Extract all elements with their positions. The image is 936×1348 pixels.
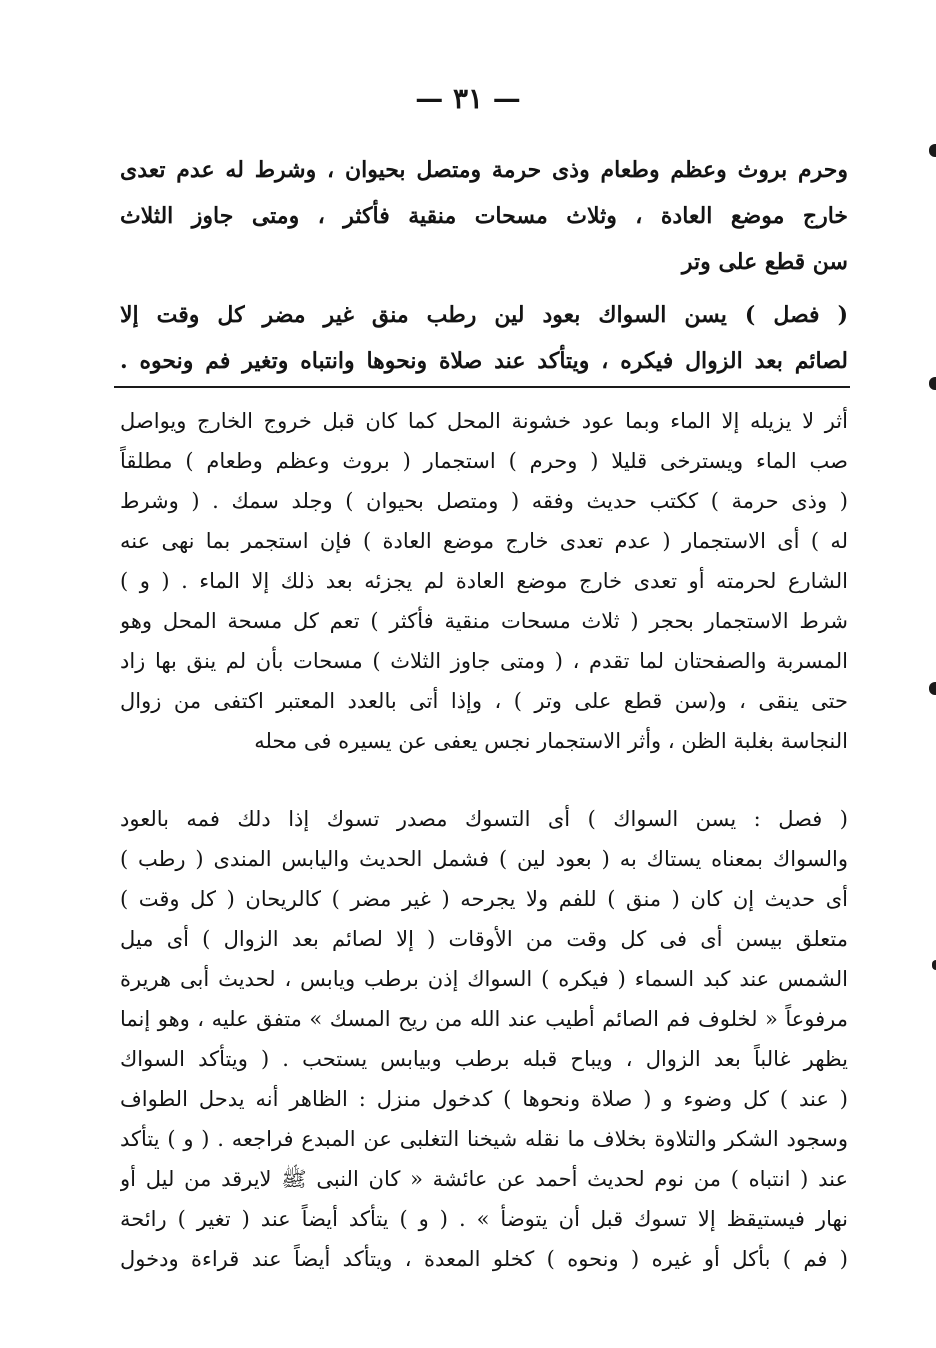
- section-divider: [114, 386, 850, 388]
- binding-mark: [929, 377, 936, 390]
- commentary-line: مرفوعاً « لخلوف فم الصائم أطيب عند الله من ريح المسك » متفق عليه ، وهو إنما: [120, 1007, 848, 1031]
- commentary-line: حتى ينقى ، و(سن قطع على وتر ) ، وإذا أتى بالعدد المعتبر اكتفى من زوال: [120, 689, 848, 713]
- commentary-line: أثر لا يزيله إلا الماء وبما عود خشونة المحل كما كان قبل خروج الخارج ويواصل: [120, 409, 848, 433]
- matn-line: وحرم بروث وعظم وطعام وذى حرمة ومتصل بحيوان ، وشرط له عدم تعدى: [120, 157, 848, 183]
- commentary-line: يظهر غالباً بعد الزوال ، ويباح قبله برطب وبيابس يستحب . ( ويتأكد السواك: [120, 1047, 848, 1071]
- binding-mark: [929, 682, 936, 695]
- commentary-line: ( عند ) كل وضوء و ( صلاة ونحوها ) كدخول منزل : الظاهر أنه يدحل الطواف: [120, 1087, 848, 1111]
- matn-paragraph-1: [120, 147, 848, 285]
- matn-line: خارج موضع العادة ، وثلاث مسحات منقية فأكثر ، ومتى جاوز الثلاث: [120, 203, 848, 229]
- matn-line: لصائم بعد الزوال فيكره ، ويتأكد عند صلاة ونحوها وانتباه وتغير فم ونحوه .: [120, 348, 848, 374]
- commentary-paragraph-1: [120, 401, 848, 761]
- commentary-line: النجاسة بغلبة الظن ، وأثر الاستجمار نجس يعفى عن يسيره فى محله: [254, 729, 848, 753]
- commentary-line: ( فصل : يسن السواك ) أى التسوك مصدر تسوك إذا دلك فمه بالعود: [120, 807, 848, 831]
- commentary-line: والسواك بمعناه يستاك به ( بعود لين ) فشمل الحديث واليابس المندى ( رطب ): [120, 847, 848, 871]
- matn-line: سن قطع على وتر: [681, 249, 848, 275]
- commentary-line: ( فم ) بأكل أو غيره ( ونحوه ) كخلو المعدة ، ويتأكد أيضاً عند قراءة ودخول: [120, 1247, 848, 1271]
- commentary-line: ( وذى حرمة ) ككتب حديث وفقه ( ومتصل بحيوان ) وجلد سمك . ( وشرط: [120, 489, 848, 513]
- commentary-line: الشمس عند كبد السماء ( فيكره ) السواك إذن برطب ويابس ، لحديث أبى هريرة: [120, 967, 848, 991]
- commentary-line: له ) أى الاستجمار ( عدم تعدى خارج موضع العادة ) فإن استجمر بما نهى عنه: [120, 529, 848, 553]
- commentary-paragraph-2: [120, 799, 848, 1279]
- commentary-line: وسجود الشكر والتلاوة بخلاف ما نقله شيخنا التغلبى عن المبدع فراجعه . ( و ) يتأكد: [120, 1127, 848, 1151]
- binding-mark: [932, 960, 936, 970]
- commentary-line: عند ( انتباه ) من نوم لحديث أحمد عن عائشة « كان النبى ﷺ لايرقد من ليل أو: [120, 1167, 848, 1191]
- commentary-line: صب الماء ويسترخى قليلا ( وحرم ) استجمار ( بروث وعظم وطعام ) مطلقاً: [120, 449, 848, 473]
- commentary-line: أى حديث إن كان ( منق ) للفم ولا يجرحه ( غير مضر ) كالريحان ( كل وقت ): [120, 887, 848, 911]
- commentary-line: نهار فيستيقظ إلا تسوك قبل أن يتوضأ » . ( و ) يتأكد أيضاً عند ( تغير ) رائحة: [120, 1207, 848, 1231]
- commentary-line: المسربة والصفحتان لما تقدم ، ( ومتى جاوز الثلاث ) مسحات بأن لم ينق بها زاد: [120, 649, 848, 673]
- commentary-line: متعلق بيسن أى فى كل وقت من الأوقات ( إلا لصائم بعد الزوال ) أى ميل: [120, 927, 848, 951]
- binding-mark: [929, 144, 936, 157]
- page-number: — ٣١ —: [415, 82, 521, 115]
- commentary-line: شرط الاستجمار بحجر ( ثلاث مسحات منقية فأكثر ) تعم كل مسحة المحل وهو: [120, 609, 848, 633]
- matn-line: ( فصل ) يسن السواك بعود لين رطب منق غير مضر كل وقت إلا: [120, 302, 848, 328]
- matn-paragraph-2: [120, 292, 848, 384]
- commentary-line: الشارع لحرمته أو تعدى خارج موضع العادة لم يجزئه بعد ذلك إلا الماء . ( و ): [120, 569, 848, 593]
